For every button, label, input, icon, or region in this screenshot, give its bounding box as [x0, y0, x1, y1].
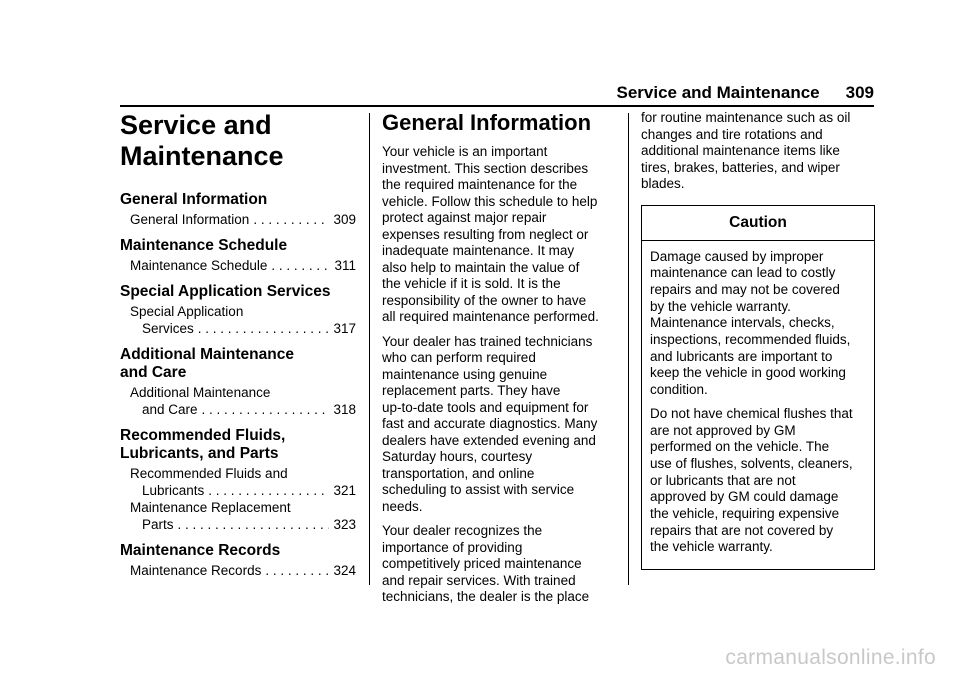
toc-entry-label: Services	[142, 321, 194, 336]
body-line: all required maintenance performed.	[382, 309, 599, 324]
caution-paragraph	[650, 249, 866, 399]
body-line: tires, brakes, batteries, and wiper	[641, 159, 840, 175]
caution-line: keep the vehicle in good working	[650, 365, 846, 381]
caution-line: or lubricants that are not	[650, 472, 796, 488]
toc-entry[interactable]	[120, 257, 356, 274]
toc-section	[120, 346, 356, 418]
body-line: changes and tire rotations and	[641, 126, 823, 142]
caution-line: repairs and may not be covered	[650, 281, 840, 297]
toc-entry-list	[120, 303, 356, 337]
toc-entry-page: 311	[334, 258, 356, 273]
body-line: Your dealer recognizes the	[382, 523, 543, 538]
body-paragraph	[382, 523, 618, 606]
body-line: and repair services. With trained	[382, 572, 576, 588]
chapter-title	[120, 110, 356, 172]
caution-line: Maintenance intervals, checks,	[650, 315, 835, 331]
toc-entry-label: Recommended Fluids and	[130, 466, 288, 481]
toc-entry[interactable]	[120, 303, 356, 337]
caution-line: by the vehicle warranty.	[650, 298, 791, 314]
body-line: Saturday hours, courtesy	[382, 449, 533, 464]
toc-leader-dots	[208, 482, 329, 499]
toc-leader-dots	[198, 320, 330, 337]
toc-entry-label: Maintenance Schedule	[130, 258, 268, 273]
body-line: transportation, and online	[382, 465, 535, 481]
caution-paragraph	[650, 406, 866, 556]
body-line: importance of providing	[382, 539, 523, 555]
toc-entry-page: 323	[333, 517, 356, 532]
toc-section-heading-line: Lubricants, and Parts	[120, 445, 279, 462]
section-title: General Information	[382, 110, 592, 135]
general-information-body	[382, 144, 618, 606]
toc-entry-line	[130, 384, 356, 401]
toc-section-heading-line: Recommended Fluids,	[120, 427, 286, 444]
toc-entry-list	[120, 211, 356, 228]
toc-section-heading	[120, 542, 356, 560]
body-line: additional maintenance items like	[641, 143, 840, 158]
toc-section	[120, 542, 356, 579]
toc-leader-dots	[271, 257, 330, 274]
toc-leader-dots	[178, 516, 330, 533]
toc-entry-page: 321	[333, 483, 356, 498]
continuation-column	[641, 110, 875, 570]
caution-line: performed on the vehicle. The	[650, 439, 830, 455]
column-divider-1	[369, 113, 370, 585]
body-line: dealers have extended evening and	[382, 432, 596, 448]
toc-entry-line	[130, 211, 356, 228]
toc-entry-label: and Care	[142, 402, 198, 417]
running-head	[616, 83, 874, 103]
body-line: vehicle. Follow this schedule to help	[382, 193, 598, 209]
caution-title: Caution	[642, 206, 874, 241]
toc-entry[interactable]	[120, 562, 356, 579]
caution-line: are not approved by GM	[650, 422, 796, 438]
body-line: fast and accurate diagnostics. Many	[382, 416, 598, 431]
body-line: investment. This section describes	[382, 160, 589, 176]
toc-entry-page: 309	[333, 212, 356, 227]
running-head-title: Service and Maintenance	[616, 83, 820, 102]
toc-entry-line	[130, 401, 356, 418]
body-line: expenses resulting from neglect or	[382, 226, 589, 242]
column-divider-2	[628, 113, 629, 585]
toc-entry-line	[130, 482, 356, 499]
toc-section-heading-line: and Care	[120, 364, 187, 381]
caution-line: condition.	[650, 382, 708, 398]
toc-section-heading-line: Maintenance Records	[120, 542, 281, 559]
caution-line: maintenance can lead to costly	[650, 265, 836, 281]
toc-section-heading	[120, 191, 356, 209]
caution-line: repairs that are not covered by	[650, 522, 834, 538]
toc-leader-dots	[265, 562, 329, 579]
caution-line: the vehicle warranty.	[650, 539, 773, 555]
body-line: the required maintenance for the	[382, 177, 578, 192]
caution-line: the vehicle, requiring expensive	[650, 506, 840, 522]
body-line: protect against major repair	[382, 210, 547, 225]
toc-section-heading-line: Maintenance Schedule	[120, 237, 288, 254]
body-line: inadequate maintenance. It may	[382, 243, 575, 258]
toc-entry-label: Special Application	[130, 304, 244, 319]
chapter-title-line: Maintenance	[120, 141, 284, 171]
toc-sections	[120, 191, 356, 579]
chapter-title-line: Service and	[120, 110, 272, 140]
page-number: 309	[845, 83, 874, 102]
caution-line: inspections, recommended fluids,	[650, 332, 851, 348]
toc-entry-line	[130, 562, 356, 579]
caution-line: use of flushes, solvents, cleaners,	[650, 455, 853, 471]
body-paragraph	[382, 144, 618, 326]
body-line: replacement parts. They have	[382, 383, 561, 398]
body-line: blades.	[641, 176, 685, 191]
toc-entry-label: Additional Maintenance	[130, 385, 271, 400]
toc-entry-label: Maintenance Records	[130, 563, 262, 578]
toc-section	[120, 191, 356, 228]
toc-section-heading-line: General Information	[120, 191, 268, 208]
body-line: also help to maintain the value of	[382, 259, 580, 275]
toc-leader-dots	[202, 401, 330, 418]
toc-entry[interactable]	[120, 384, 356, 418]
toc-section-heading	[120, 346, 356, 382]
toc-entry-line	[130, 465, 356, 482]
toc-entry-page: 317	[333, 321, 356, 336]
caution-line: Damage caused by improper	[650, 248, 824, 264]
header-rule	[120, 105, 874, 107]
toc-entry-page: 318	[333, 402, 356, 417]
toc-entry-page: 324	[333, 563, 356, 578]
toc-entry-line	[130, 320, 356, 337]
body-line: who can perform required	[382, 350, 536, 365]
toc-entry-line	[130, 257, 356, 274]
toc-section	[120, 237, 356, 274]
body-line: competitively priced maintenance	[382, 556, 582, 571]
toc-column	[120, 110, 356, 579]
toc-section-heading-line: Additional Maintenance	[120, 346, 294, 363]
body-line: technicians, the dealer is the place	[382, 589, 590, 604]
toc-entry-list	[120, 465, 356, 533]
caution-line: approved by GM could damage	[650, 489, 839, 505]
toc-entry-list	[120, 384, 356, 418]
general-information-column	[382, 110, 618, 614]
body-line: needs.	[382, 498, 423, 514]
toc-section	[120, 427, 356, 533]
caution-line: and lubricants are important to	[650, 348, 833, 364]
toc-section-heading-line: Special Application Services	[120, 283, 331, 300]
caution-box	[641, 205, 875, 571]
toc-section	[120, 283, 356, 337]
caution-body	[642, 241, 874, 570]
toc-section-heading	[120, 283, 356, 301]
toc-entry-line	[130, 516, 356, 533]
body-line: Your vehicle is an important	[382, 144, 548, 159]
toc-entry[interactable]	[120, 211, 356, 228]
toc-entry-list	[120, 562, 356, 579]
toc-entry-line	[130, 303, 356, 320]
continuation-paragraph	[641, 110, 875, 193]
toc-section-heading	[120, 237, 356, 255]
watermark: carmanualsonline.info	[725, 646, 936, 669]
body-line: maintenance using genuine	[382, 366, 548, 382]
body-line: for routine maintenance such as oil	[641, 110, 851, 125]
toc-entry-label: General Information	[130, 212, 250, 227]
body-line: the vehicle if it is sold. It is the	[382, 276, 561, 291]
body-line: scheduling to assist with service	[382, 482, 575, 497]
toc-entry-line	[130, 499, 356, 516]
toc-entry[interactable]	[120, 465, 356, 499]
toc-entry-label: Maintenance Replacement	[130, 500, 291, 515]
toc-section-heading	[120, 427, 356, 463]
body-line: up-to-date tools and equipment for	[382, 399, 589, 415]
body-paragraph	[382, 334, 618, 516]
toc-entry-label: Parts	[142, 517, 174, 532]
body-line: Your dealer has trained technicians	[382, 333, 593, 349]
toc-leader-dots	[253, 211, 329, 228]
body-line: responsibility of the owner to have	[382, 292, 587, 308]
toc-entry-label: Lubricants	[142, 483, 205, 498]
caution-line: Do not have chemical flushes that	[650, 405, 853, 421]
toc-entry[interactable]	[120, 499, 356, 533]
toc-entry-list	[120, 257, 356, 274]
